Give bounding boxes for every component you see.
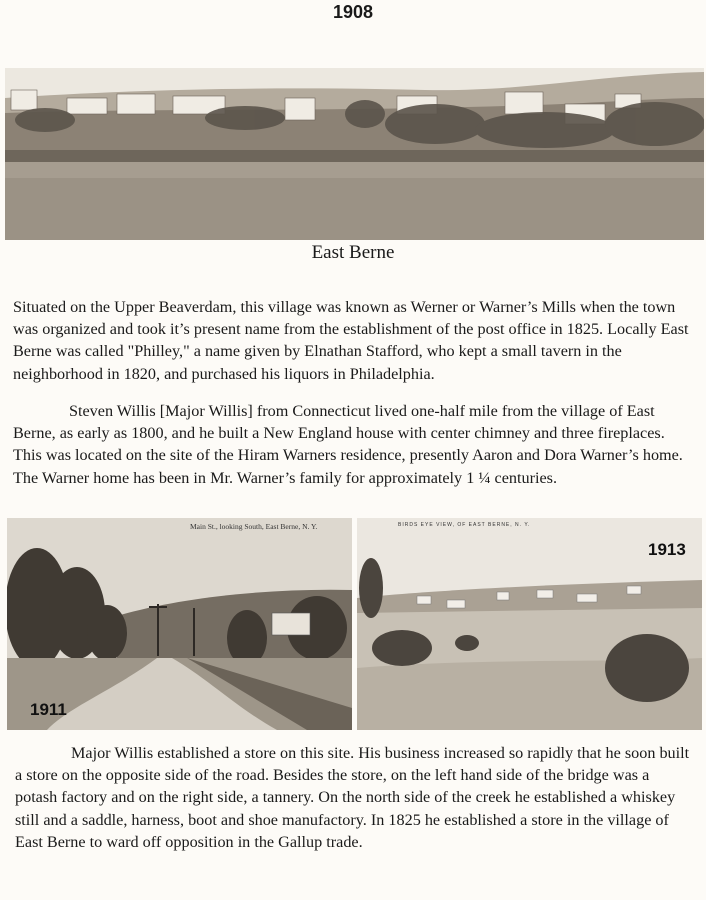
paragraph-village-history: Situated on the Upper Beaverdam, this village was known as Werner or Warner’s Mills when the town was organized and took it’s present name from the establishment of the post office in 1825. Locally East Berne was called "Philley," a name given by Elnathan Stafford, who kept a small tavern in the neighborhood in 1820, and purchased his liquors in Philadelphia.: [13, 298, 689, 383]
photo-caption: East Berne: [311, 242, 395, 263]
paragraph-store-history: Major Willis established a store on this site. His business increased so rapidly that he soon built a store on the opposite side of the road. Besides the store, on the left hand side of the bridge was a potash factory and on the right side, a tannery. On the north side of the creek he established a whiskey still and a saddle, harness, boot and shoe manufactory. In 1825 he established a store in the village of East Berne to ward off opposition in the Gallup trade.: [15, 744, 690, 851]
top-photo-year: 1908: [332, 2, 374, 22]
left-photo-year: 1911: [30, 700, 67, 719]
east-berne-1908-photo: [5, 68, 704, 240]
right-photo-year: 1913: [648, 540, 686, 559]
main-street-1911-photo: [7, 518, 352, 730]
paragraph-steven-willis: Steven Willis [Major Willis] from Connecticut lived one-half mile from the village of East Berne, as early as 1800, and he built a New England house with center chimney and three fireplaces. This was located on the site of the Hiram Warners residence, presently Aaron and Dora Warner’s home. The Warner home has been in Mr. Warner’s family for approximately 1 ¼ centuries.: [13, 402, 683, 487]
postcard-title-1913: BIRDS EYE VIEW, OF EAST BERNE, N. Y.: [398, 522, 531, 528]
postcard-title-1911: Main St., looking South, East Berne, N. Y.: [190, 522, 318, 531]
